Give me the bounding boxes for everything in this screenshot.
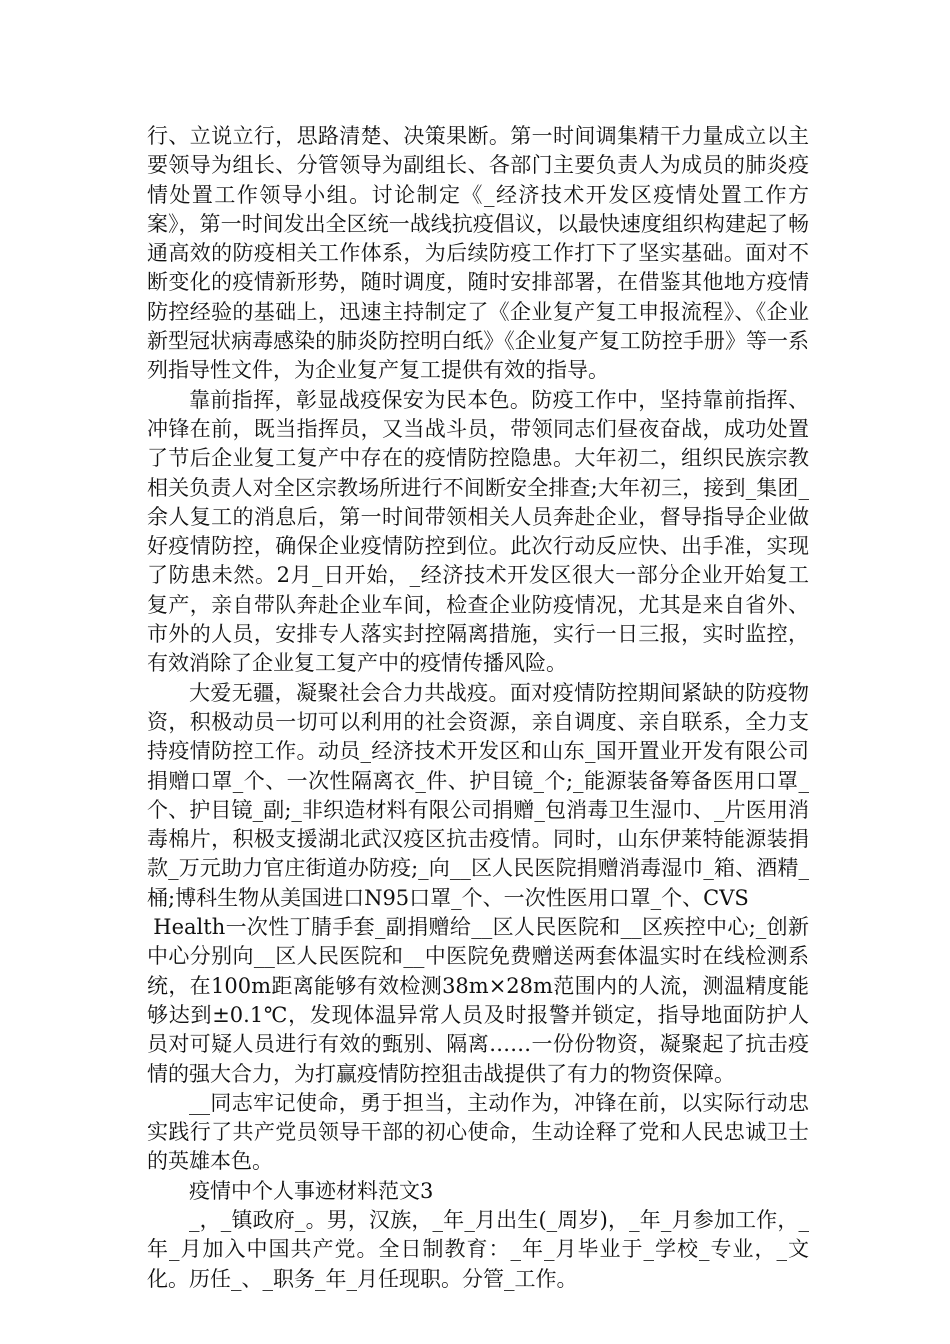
section-heading: 疫情中个人事迹材料范文3 <box>189 1178 434 1203</box>
document-body <box>147 122 809 1294</box>
paragraph-mission-summary: __同志牢记使命，勇于担当，主动作为，冲锋在前，以实际行动忠实践行了共产党员领导干部的初心使命，生动诠释了党和人民忠诚卫士的英雄本色。 <box>147 1090 809 1174</box>
paragraph-front-line-command: 靠前指挥，彰显战疫保安为民本色。防疫工作中，坚持靠前指挥、冲锋在前，既当指挥员，又当战斗员，带领同志们昼夜奋战，成功处置了节后企业复工复产中存在的疫情防控隐患。大年初二，组织民族宗教相关负责人对全区宗教场所进行不间断安全排查;大年初三，接到_集团_余人复工的消息后，第一时间带领相关人员奔赴企业，督导指导企业做好疫情防控，确保企业疫情防控到位。此次行动反应快、出手准，实现了防患未然。2月_日开始，_经济技术开发区很大一部分企业开始复工复产，亲自带队奔赴企业车间，检查企业防疫情况，尤其是来自省外、市外的人员，安排专人落实封控隔离措施，实行一日三报，实时监控，有效消除了企业复工复产中的疫情传播风险。 <box>147 387 809 676</box>
paragraph-donations-continued: Health一次性丁腈手套_副捐赠给__区人民医院和__区疾控中心;_创新中心分别向__区人民医院和__中医院免费赠送两套体温实时在线检测系统，在100m距离能够有效检测38m×28m范围内的人流，测温精度能够达到±0.1℃，发现体温异常人员及时报警并锁定，指导地面防护人员对可疑人员进行有效的甄别、隔离……一份份物资，凝聚起了抗击疫情的强大合力，为打赢疫情防控狙击战提供了有力的物资保障。 <box>147 915 809 1086</box>
paragraph-social-resources: 大爱无疆，凝聚社会合力共战疫。面对疫情防控期间紧缺的防疫物资，积极动员一切可以利用的社会资源，亲自调度、亲自联系，全力支持疫情防控工作。动员_经济技术开发区和山东_国开置业开发有限公司捐赠口罩_个、一次性隔离衣_件、护目镜_个;_能源装备筹备医用口罩_个、护目镜_副;_非织造材料有限公司捐赠_包消毒卫生湿巾、_片医用消毒棉片，积极支援湖北武汉疫区抗击疫情。同时，山东伊莱特能源装捐款_万元助力官庄街道办防疫;_向__区人民医院捐赠消毒湿巾_箱、酒精_桶;博科生物从美国进口N95口罩_个、一次性医用口罩_个、CVS <box>147 680 809 910</box>
paragraph-leadership-group: 行、立说立行，思路清楚、决策果断。第一时间调集精干力量成立以主要领导为组长、分管领导为副组长、各部门主要负责人为成员的肺炎疫情处置工作领导小组。讨论制定《_经济技术开发区疫情处置工作方案》，第一时间发出全区统一战线抗疫倡议，以最快速度组织构建起了畅通高效的防疫相关工作体系，为后续防疫工作打下了坚实基础。面对不断变化的疫情新形势，随时调度，随时安排部署，在借鉴其他地方疫情防控经验的基础上，迅速主持制定了《企业复产复工申报流程》、《企业新型冠状病毒感染的肺炎防控明白纸》《企业复产复工防控手册》等一系列指导性文件，为企业复产复工提供有效的指导。 <box>147 124 809 383</box>
paragraph-personal-profile: _，_镇政府_。男，汉族，_年_月出生(_周岁)，_年_月参加工作，_年_月加入中国共产党。全日制教育：_年_月毕业于_学校_专业，_文化。历任_、_职务_年_月任现职。分管_工作。 <box>147 1207 809 1291</box>
